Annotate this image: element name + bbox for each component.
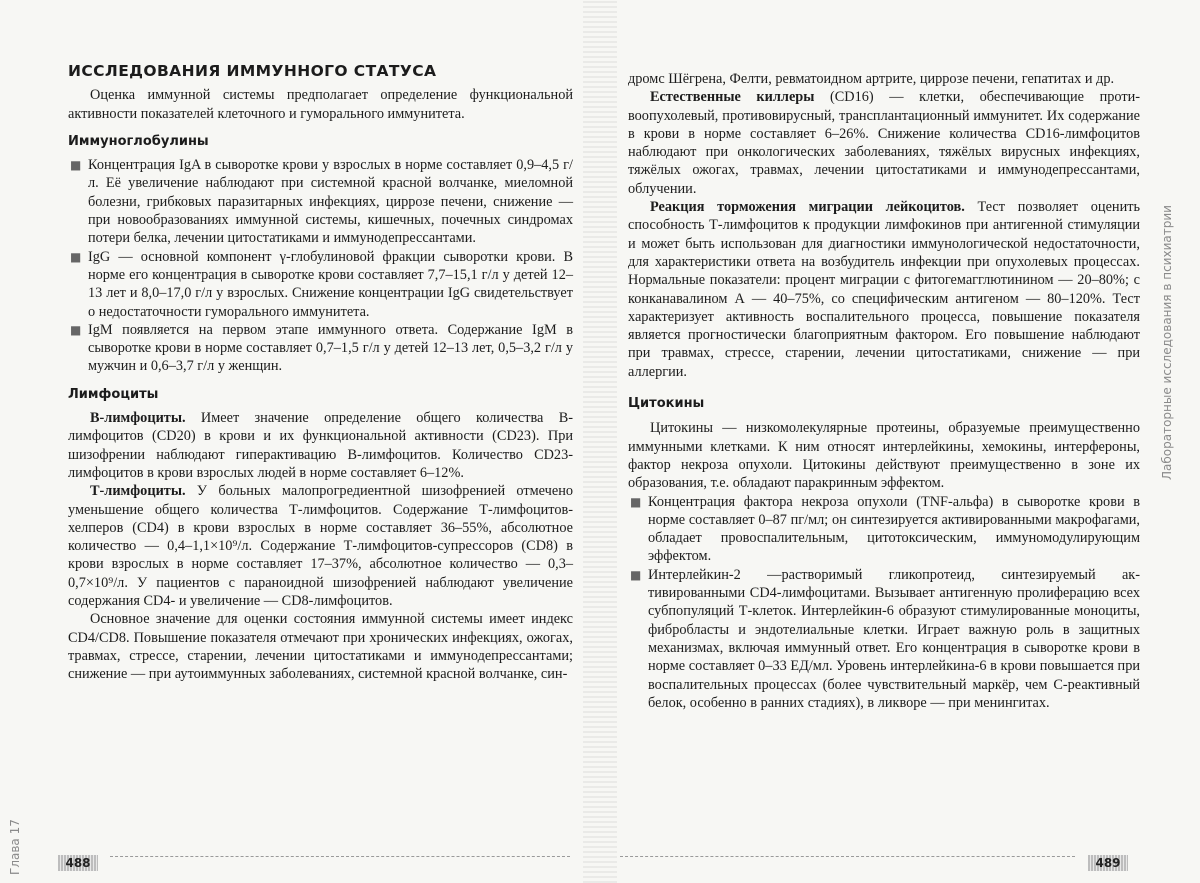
list-item: ■ Концентрация IgA в сыворотке крови у взрослых в норме составляет 0,9–4,5 г/л. Её увеличение наблюдают при системной красной волчанке, миеломной болезни, грибковых паразитарных инфекциях, циррозе печени, снижение — при новообразованиях иммунной системы, кишечных, почечных синдромах потери белка, лечении цитостатиками и иммунодепрессантами. (70, 157, 573, 247)
list-item: ■ Интерлейкин-2 —растворимый гликопротеид, синтезируемый активированными CD4-лимфоцитами. Вызывает антигенную пролиферацию всех субпопуляций Т-клеток. Интерлейкин-6 образуют стимулированные моноциты, фибробласты и эндотелиальные клетки. Играет важную роль в защитных механизмах, включая иммунный ответ. Его концентрация в сыворотке крови в норме составляет 0–33 ЕД/мл. Уровень интерлейкина-6 в крови повышается при воспалительных процессах (более чувствительный маркёр, чем С-реактивный белок, особенно в ранних стадиях), в ликворе — при менингитах. (630, 566, 1140, 711)
right-footer-rule (620, 856, 1075, 857)
heading-lymphocytes: Лимфоциты (68, 386, 159, 402)
right-page (600, 0, 1200, 883)
intro-paragraph: Оценка иммунной системы предполагает определение функциональной активности показателей клеточного и гуморального иммунитета. (68, 87, 573, 122)
cytokines-intro: Цитокины — низкомолекулярные протеины, образуемые преимущественно иммунными клетками. К ним относят интерлейкины, хемокины, интерфероны, фактор некроза опухоли. Цитокины действуют преимущественно в зоне их образования, т.е. обладают паракринным эффектом. (628, 420, 1140, 492)
rtml-paragraph: Реакция торможения миграции лейкоцитов. Тест позволяет оценить способность Т-лимфоцитов к продукции лимфокинов при антигенной стимуляции и может быть использован для диагностики иммунологической недостаточности, для характеристики ответа на возбудитель инфекции при опухолевых процессах. Нормальные показатели: процент миграции с фитогемагглютинином — 20–80%; с конканавалином А — 40–75%, со специфическим антигеном — 80–120%. Тест характеризует активность воспалительного процесса, повышение показателя является прогностически благоприятным фактором. Его повышение наблюдают при травмах, стрессе, старении, лечении цитостатиками, снижение — при аллергии. (628, 199, 1140, 380)
immunoglobulin-list (68, 156, 573, 376)
b-lymphocytes-paragraph: В-лимфоциты. Имеет значение определение общего количества В-лимфоцитов (CD20) в крови и их функциональной активности (CD23). При шизофрении наблюдают гиперактивацию В-лимфоцитов. Количество CD23-лимфоцитов в крови взрослых людей в норме составляет 6–12%. (68, 410, 573, 481)
bullet-icon: ■ (630, 567, 642, 582)
b-lymphocytes-term: В-лимфоциты. (90, 410, 186, 427)
t-lymphocytes-term: Т-лимфоциты. (90, 483, 186, 500)
nk-paragraph: Естественные киллеры (CD16) — клетки, обеспечивающие противоопухолевый, противовирусный, трансплантационный иммунитет. Их содержание в крови в норме составляет 6–26%. Снижение количества CD16-лимфоцитов наблюдают при онкологических заболеваниях, тяжёлых вирусных инфекциях, тяжёлых ожогах, травмах, лечении цитостатиками и иммунодепрессантами, облучении. (628, 89, 1140, 197)
running-side-label: Лабораторные исследования в психиатрии (1160, 205, 1174, 480)
right-column (628, 70, 1140, 712)
chapter-side-label: Глава 17 (8, 819, 22, 875)
rtml-term: Реакция торможения миграции лейкоцитов. (650, 199, 965, 216)
left-column (68, 62, 573, 684)
heading-cytokines: Цитокины (628, 396, 705, 412)
bullet-icon: ■ (630, 494, 642, 509)
list-item: ■ Концентрация фактора некроза опухоли (TNF-альфа) в сыворотке крови в норме составляет 0–87 пг/мл; он синтезируется активированными макрофагами, обладает провоспалительным, цитотоксическим, иммуномодулирующим эффектом. (630, 493, 1140, 565)
cytokine-list (628, 493, 1140, 713)
bullet-icon: ■ (70, 249, 82, 264)
continuation-paragraph: дромс Шёгрена, Фелти, ревматоидном артрите, циррозе печени, гепатитах и др. (628, 71, 1115, 87)
bullet-icon: ■ (70, 322, 82, 337)
list-item: ■ IgG — основной компонент γ-глобулиновой фракции сыворотки крови. В норме его концентрация в сыворотке крови составляет 7,7–15,1 г/л у детей 12–13 лет и 8,0–17,0 г/л у взрослых. Снижение концентрации IgG свидетельствует о недостаточности гуморального иммунитета. (70, 248, 573, 320)
bullet-icon: ■ (70, 158, 82, 173)
left-footer-rule (110, 856, 570, 857)
cd4-cd8-paragraph: Основное значение для оценки состояния иммунной системы имеет индекс CD4/CD8. Повышение показателя отмечают при хронических инфекциях, ожогах, травмах, стрессе, старении, лечении цитостатиками и иммунодепрессантами; снижение — при аутоиммунных заболеваниях, системной красной волчанке, син- (68, 611, 573, 683)
page-number-right: 489 (1088, 855, 1128, 871)
list-item: ■ IgM появляется на первом этапе иммунного ответа. Содержание IgM в сыворотке крови в норме составляет 0,7–1,5 г/л у детей 12–13 лет, 0,5–3,2 г/л у мужчин и 0,6–3,7 г/л у женщин. (70, 321, 573, 375)
chapter-title: ИССЛЕДОВАНИЯ ИММУННОГО СТАТУСА (68, 62, 437, 80)
book-gutter (583, 0, 617, 883)
t-lymphocytes-paragraph: Т-лимфоциты. У больных малопрогредиентной шизофренией отмечено уменьшение общего количества Т-лимфоцитов. Содержание Т-лимфоцитов-хелперов (CD4) в крови взрослых в норме составляет 36–55%, абсолютное количество — 0,4–1,1×10⁹/л. Содержание Т-лимфоцитов-супрессоров (CD8) в крови взрослых в норме составляет 17–37%, абсолютное количество — 0,3–0,7×10⁹/л. У пациентов с параноидной шизофренией наблюдают увеличение содержания CD4- и увеличение — CD8-лимфоцитов. (68, 483, 573, 610)
nk-term: Естественные киллеры (650, 89, 815, 106)
page-number-left: 488 (58, 855, 98, 871)
heading-immunoglobulins: Иммуноглобулины (68, 133, 209, 149)
